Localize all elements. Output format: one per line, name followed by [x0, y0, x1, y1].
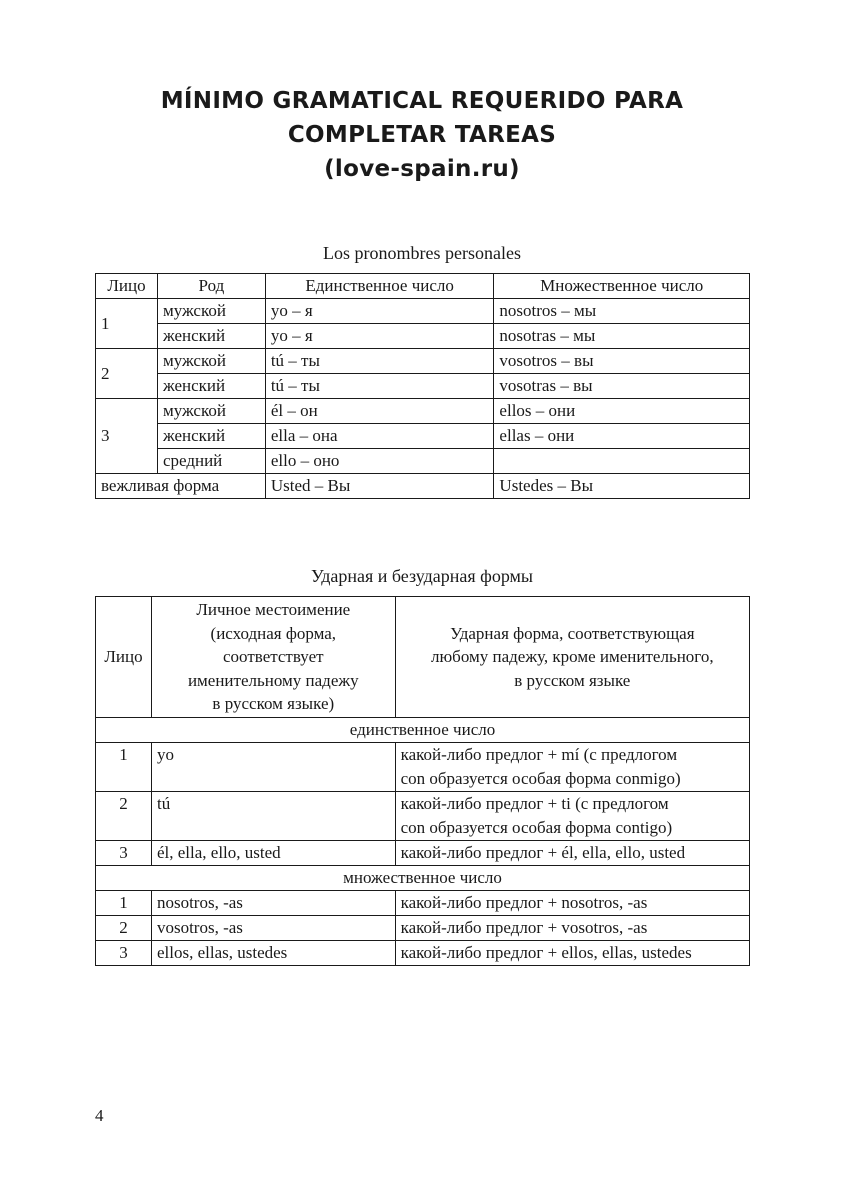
title-line-3: (love-spain.ru): [324, 156, 520, 182]
person-cell: 3: [96, 941, 152, 966]
personal-pronouns-table: [95, 273, 750, 499]
header-line: соответствует: [223, 647, 324, 667]
person-cell: 2: [96, 792, 152, 841]
pronoun-cell: él, ella, ello, usted: [151, 841, 395, 866]
stressed-cell: [395, 792, 749, 841]
singular-cell: él – он: [265, 399, 494, 424]
header-stressed-form: [395, 597, 749, 718]
person-cell: 1: [96, 743, 152, 792]
stressed-cell: какой-либо предлог + él, ella, ello, usted: [395, 841, 749, 866]
table1-caption: Los pronombres personales: [323, 243, 521, 263]
pronoun-cell: yo: [151, 743, 395, 792]
gender-cell: женский: [157, 324, 265, 349]
plural-cell: ellas – они: [494, 424, 750, 449]
table-row: [96, 424, 750, 449]
section-label: единственное число: [96, 718, 750, 743]
table-row: [96, 916, 750, 941]
title-line-1: MÍNIMO GRAMATICAL REQUERIDO PARA: [160, 88, 684, 114]
header-line: Личное местоимение: [196, 600, 351, 620]
header-line: в русском языке): [212, 694, 335, 714]
table-row: [96, 743, 750, 792]
table-row-polite: [96, 474, 750, 499]
person-cell: 2: [96, 916, 152, 941]
singular-cell: tú – ты: [265, 374, 494, 399]
pronoun-cell: vosotros, -as: [151, 916, 395, 941]
plural-cell: nosotras – мы: [494, 324, 750, 349]
header-pronoun: [151, 597, 395, 718]
stressed-cell: какой-либо предлог + vosotros, -as: [395, 916, 749, 941]
singular-cell: yo – я: [265, 299, 494, 324]
header-line: в русском языке: [514, 670, 631, 690]
gender-cell: средний: [157, 449, 265, 474]
page-title: [0, 84, 844, 186]
header-gender: Род: [157, 274, 265, 299]
table-row: [96, 324, 750, 349]
gender-cell: мужской: [157, 349, 265, 374]
table-row: [96, 792, 750, 841]
gender-cell: женский: [157, 374, 265, 399]
plural-cell: vosotras – вы: [494, 374, 750, 399]
pronoun-cell: nosotros, -as: [151, 891, 395, 916]
plural-cell: Ustedes – Вы: [494, 474, 750, 499]
person-cell: 1: [96, 891, 152, 916]
header-plural: Множественное число: [494, 274, 750, 299]
singular-cell: tú – ты: [265, 349, 494, 374]
person-cell: 3: [96, 841, 152, 866]
singular-cell: yo – я: [265, 324, 494, 349]
stressed-forms-table: [95, 596, 750, 966]
plural-cell: [494, 449, 750, 474]
header-singular: Единственное число: [265, 274, 494, 299]
pronoun-cell: ellos, ellas, ustedes: [151, 941, 395, 966]
table-row: [96, 299, 750, 324]
page-number: 4: [95, 1106, 104, 1125]
title-line-2: COMPLETAR TAREAS: [287, 122, 557, 148]
table-row: [96, 349, 750, 374]
section-label: множественное число: [96, 866, 750, 891]
section-row: [96, 718, 750, 743]
polite-label-cell: вежливая форма: [96, 474, 266, 499]
header-line: Ударная форма, соответствующая: [450, 623, 695, 643]
gender-cell: мужской: [157, 299, 265, 324]
plural-cell: nosotros – мы: [494, 299, 750, 324]
table-row: [96, 891, 750, 916]
singular-cell: ella – она: [265, 424, 494, 449]
stressed-cell: [395, 743, 749, 792]
table-row: [96, 374, 750, 399]
header-line: именительному падежу: [187, 670, 359, 690]
stressed-line: con образуется особая форма contigo): [400, 818, 673, 837]
table-row: [96, 449, 750, 474]
table-row: [96, 399, 750, 424]
gender-cell: мужской: [157, 399, 265, 424]
person-cell: 3: [96, 399, 158, 474]
header-person: Лицо: [96, 274, 158, 299]
plural-cell: ellos – они: [494, 399, 750, 424]
gender-cell: женский: [157, 424, 265, 449]
table-header-row: [96, 597, 750, 718]
table-header-row: [96, 274, 750, 299]
stressed-cell: какой-либо предлог + ellos, ellas, ustedes: [395, 941, 749, 966]
section-row: [96, 866, 750, 891]
stressed-line: какой-либо предлог + mí (с предлогом: [400, 745, 678, 764]
stressed-line: con образуется особая форма conmigo): [400, 769, 681, 788]
pronoun-cell: tú: [151, 792, 395, 841]
person-cell: 2: [96, 349, 158, 399]
person-cell: 1: [96, 299, 158, 349]
table-row: [96, 941, 750, 966]
singular-cell: Usted – Вы: [265, 474, 494, 499]
plural-cell: vosotros – вы: [494, 349, 750, 374]
table-row: [96, 841, 750, 866]
header-person: Лицо: [96, 597, 152, 718]
header-line: любому падежу, кроме именительного,: [431, 647, 714, 667]
header-line: (исходная форма,: [210, 623, 337, 643]
stressed-line: какой-либо предлог + ti (с предлогом: [400, 794, 669, 813]
table2-caption: Ударная и безударная формы: [310, 566, 534, 586]
singular-cell: ello – оно: [265, 449, 494, 474]
stressed-cell: какой-либо предлог + nosotros, -as: [395, 891, 749, 916]
